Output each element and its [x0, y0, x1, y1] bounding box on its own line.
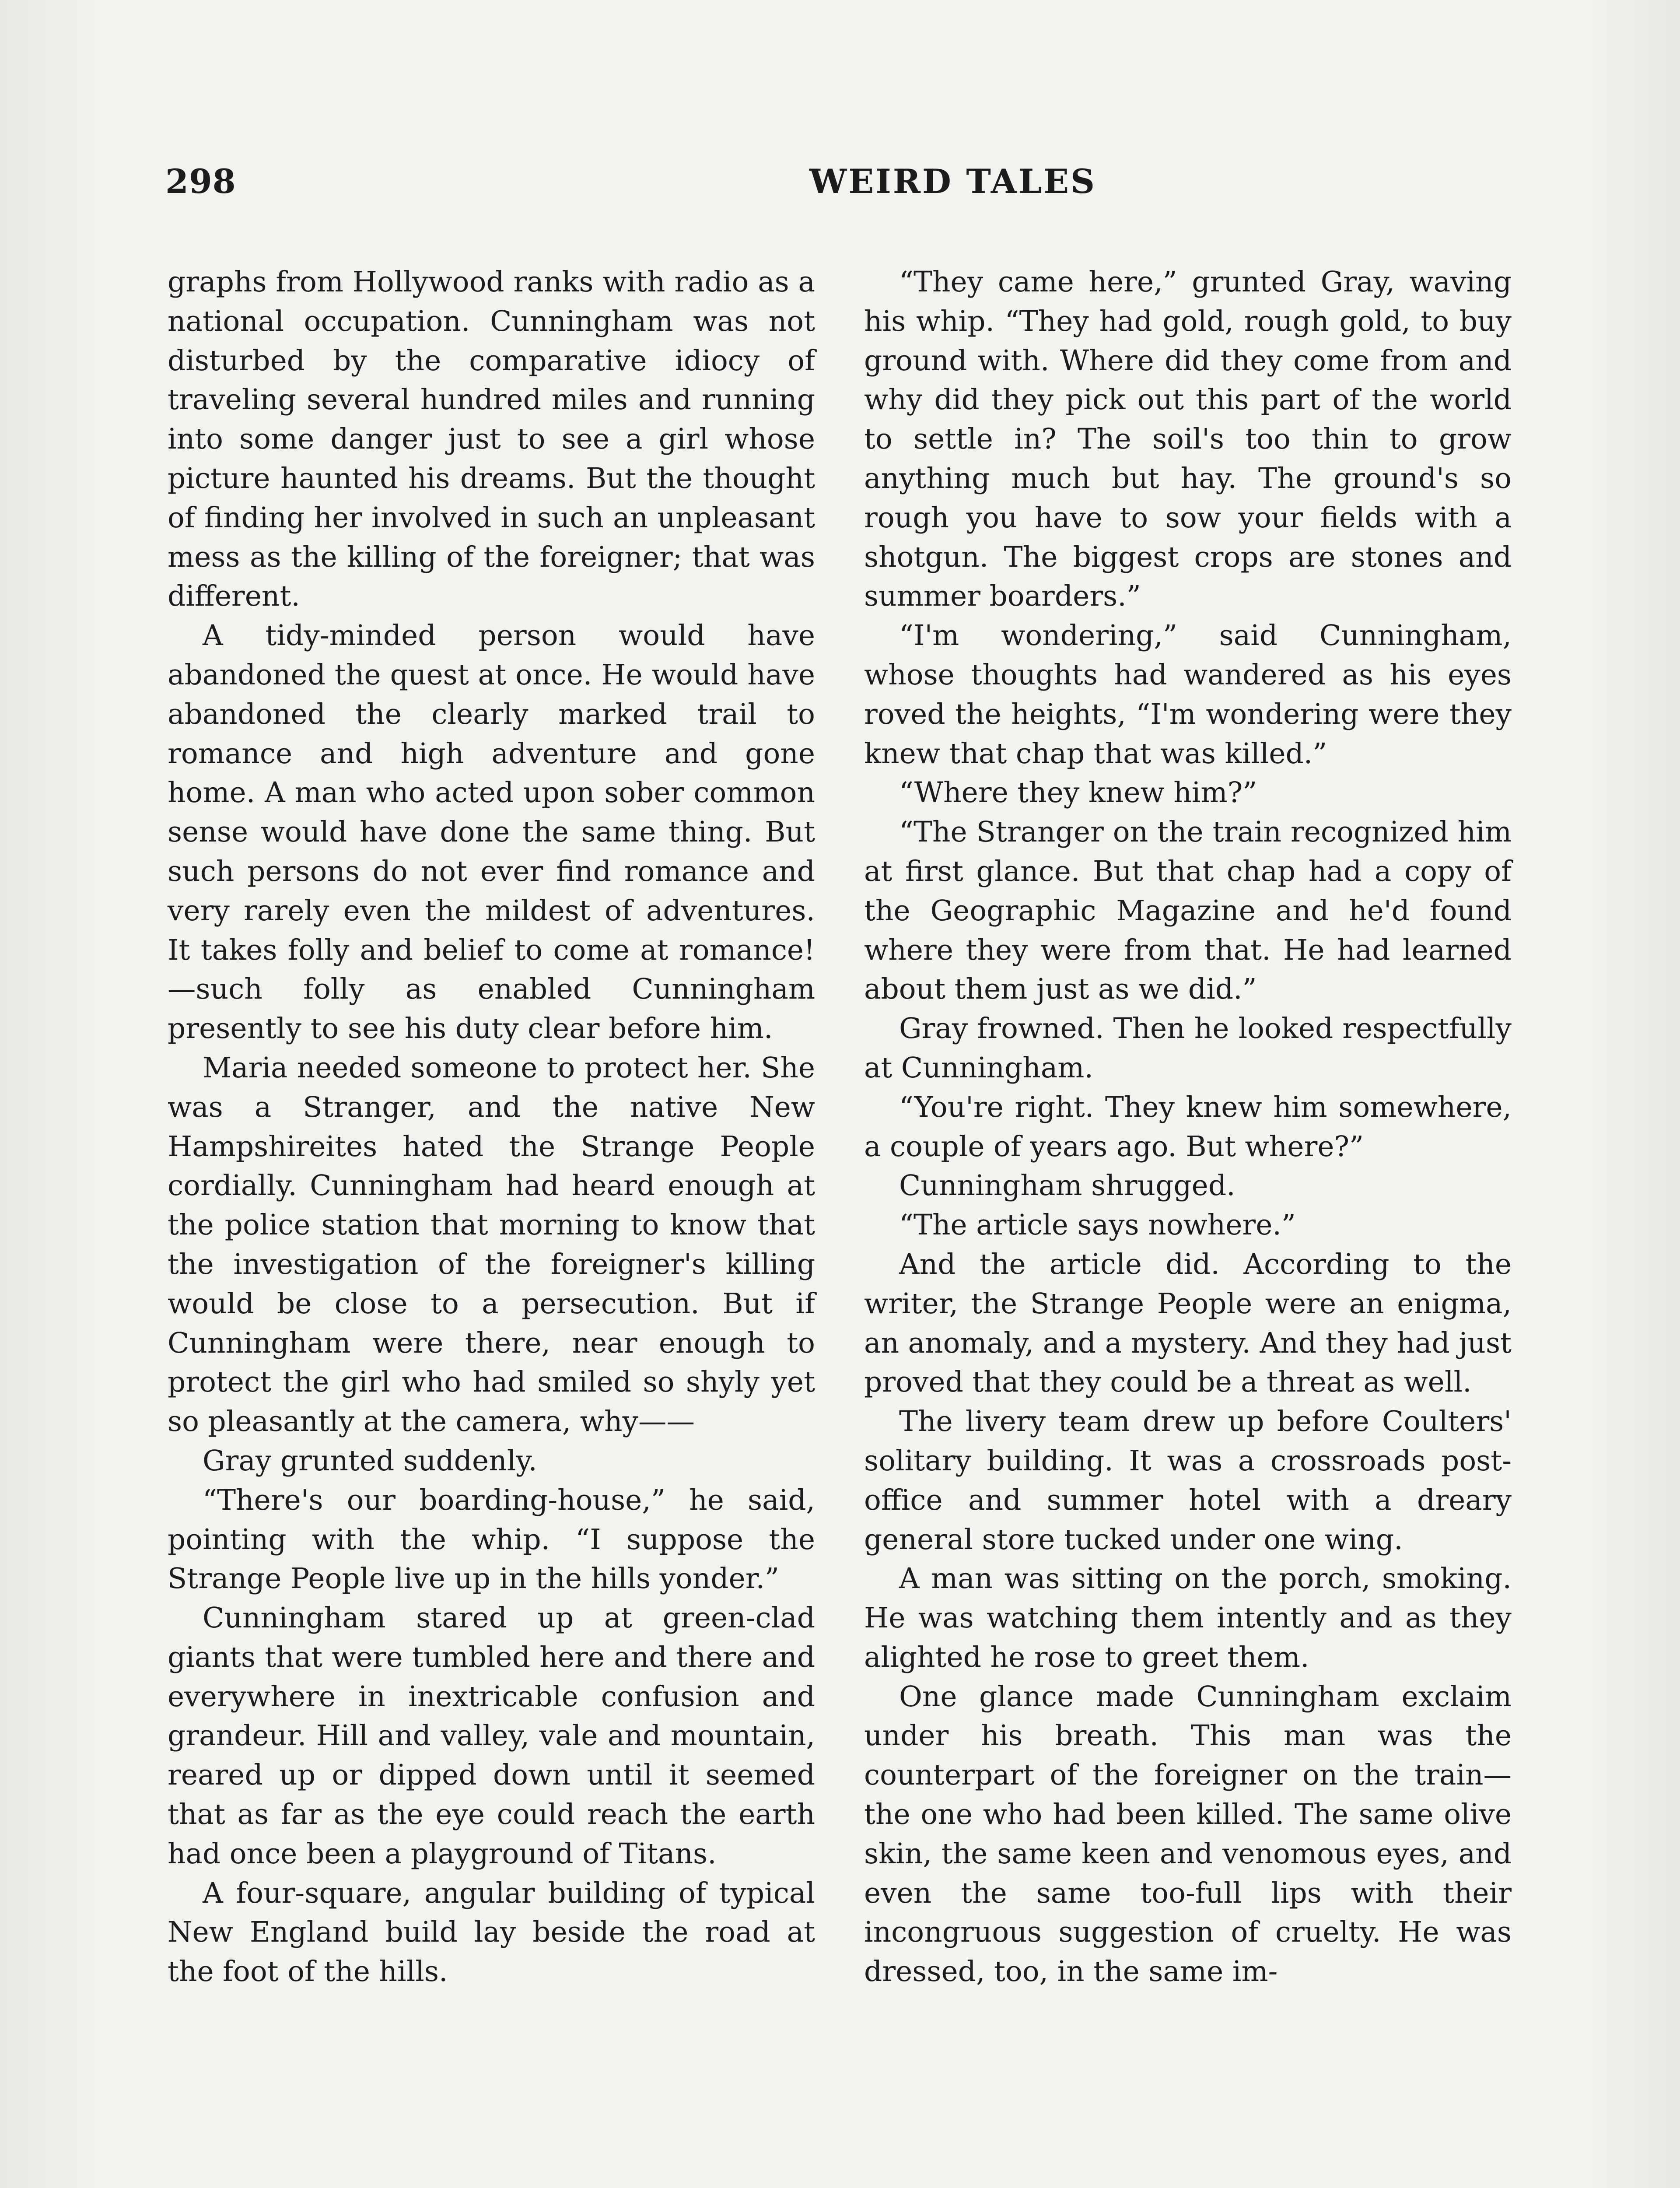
paragraph: “The article says nowhere.”: [899, 1209, 1296, 1242]
paragraph: “Where they knew him?”: [899, 776, 1257, 810]
paragraph: Maria needed someone to protect her. She was a Stranger, and the native New Hampshireites hated the Strange People cordially. Cunningham had heard enough at the police station that morning to know that the investigation of the foreigner's killing would be close to a persecution. But if Cunningham were there, near enough to protect the girl who had smiled so shyly yet so pleasantly at the camera, why——: [168, 1051, 815, 1438]
paragraph: “You're right. They knew him somewhere, a couple of years ago. But where?”: [864, 1090, 1512, 1163]
page-header: [165, 162, 1517, 210]
paragraph: And the article did. According to the writer, the Strange People were an enigma, an anomaly, and a mystery. And they had just proved that they could be a threat as well.: [864, 1248, 1512, 1399]
paragraph: Cunningham shrugged.: [899, 1169, 1236, 1203]
paragraph: “There's our boarding-house,” he said, pointing with the whip. “I suppose the Strange People live up in the hills yonder.”: [168, 1483, 815, 1595]
paragraph: The livery team drew up before Coulters' solitary building. It was a crossroads post-office and summer hotel with a dreary general store tucked under one wing.: [864, 1405, 1512, 1556]
paragraph: graphs from Hollywood ranks with radio as a national occupation. Cunningham was not disturbed by the comparative idiocy of traveling several hundred miles and running into some danger just to see a girl whose picture haunted his dreams. But the thought of finding her involved in such an unpleasant mess as the killing of the foreigner; that was different.: [168, 266, 815, 613]
paragraph: Cunningham stared up at green-clad giants that were tumbled here and there and everywhere in inextricable confusion and grandeur. Hill and valley, vale and mountain, reared up or dipped down until it seemed that as far as the eye could reach the earth had once been a playground of Titans.: [168, 1602, 815, 1870]
paragraph: One glance made Cunningham exclaim under his breath. This man was the counterpart of the foreigner on the train—the one who had been killed. The same olive skin, the same keen and venomous eyes, and even the same too-full lips with their incongruous suggestion of cruelty. He was dressed, too, in the same im-: [864, 1680, 1512, 1988]
paragraph: “I'm wondering,” said Cunningham, whose thoughts had wandered as his eyes roved the heights, “I'm wondering were they knew that chap that was killed.”: [864, 619, 1512, 770]
paragraph: A man was sitting on the porch, smoking. He was watching them intently and as they alighted he rose to greet them.: [864, 1562, 1512, 1674]
page-number: 298: [165, 162, 236, 201]
paragraph: “The Stranger on the train recognized him at first glance. But that chap had a copy of the Geographic Magazine and he'd found where they were from that. He had learned about them just as we did.”: [864, 816, 1512, 1006]
paragraph: A four-square, angular building of typical New England build lay beside the road at the foot of the hills.: [168, 1876, 815, 1988]
paragraph: Gray frowned. Then he looked respectfully at Cunningham.: [864, 1012, 1512, 1084]
paragraph: Gray grunted suddenly.: [203, 1444, 537, 1477]
left-column: [168, 263, 815, 1992]
running-head: WEIRD TALES: [809, 162, 1096, 201]
right-column: [864, 263, 1512, 1992]
paragraph: A tidy-minded person would have abandoned the quest at once. He would have abandoned the clearly marked trail to romance and high adventure and gone home. A man who acted upon sober common sense would have done the same thing. But such persons do not ever find romance and very rarely even the mildest of adventures. It takes folly and belief to come at romance!—such folly as enabled Cunningham presently to see his duty clear before him.: [168, 619, 815, 1045]
paragraph: “They came here,” grunted Gray, waving his whip. “They had gold, rough gold, to buy ground with. Where did they come from and why did they pick out this part of the world to settle in? The soil's too thin to grow anything much but hay. The ground's so rough you have to sow your fields with a shotgun. The biggest crops are stones and summer boarders.”: [864, 266, 1512, 613]
